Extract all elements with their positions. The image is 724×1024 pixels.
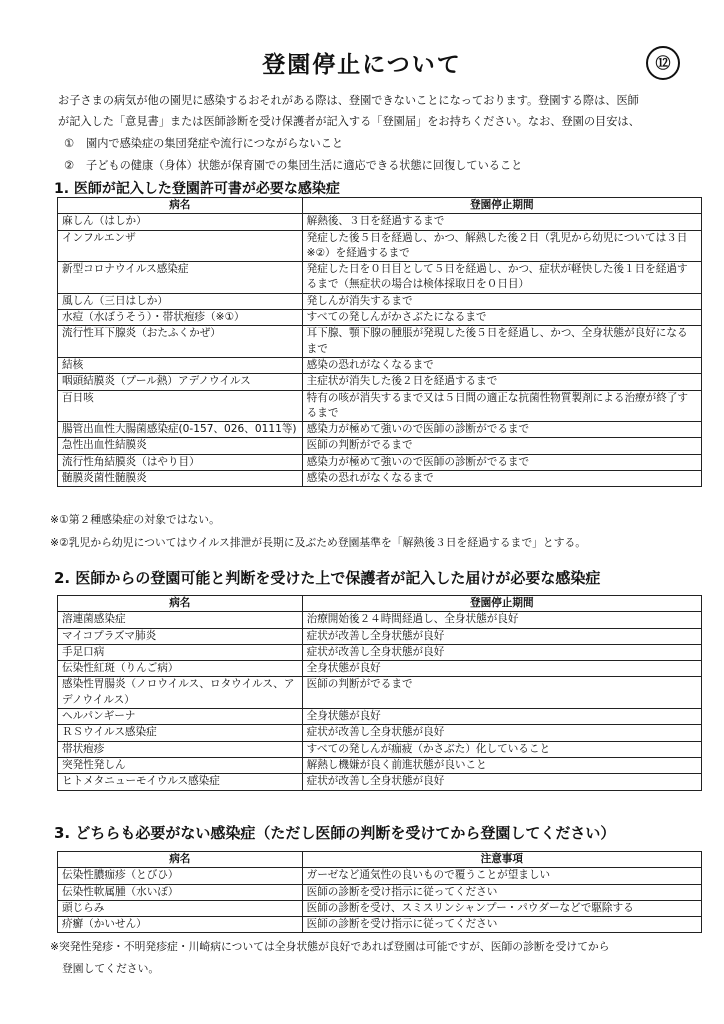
table-row — [58, 709, 702, 725]
disease-name: 水痘（水ぼうそう）・帯状疱疹（※①） — [58, 310, 303, 326]
section-1-heading: 1. 医師が記入した登園許可書が必要な感染症 — [54, 181, 340, 197]
table-row — [58, 661, 702, 677]
disease-name: 伝染性紅斑（りんご病） — [58, 661, 303, 677]
suspension-period: 症状が改善し全身状態が良好 — [302, 644, 701, 660]
disease-name: 結核 — [58, 357, 303, 373]
precaution-note: ガーゼなど通気性の良いもので覆うことが望ましい — [302, 868, 701, 884]
suspension-period: 全身状態が良好 — [302, 709, 701, 725]
footnote: 登園してください。 — [62, 962, 160, 975]
precaution-note: 医師の診断を受け、スミスリンシャンプー・パウダーなどで駆除する — [302, 900, 701, 916]
table-row — [58, 374, 702, 390]
suspension-period: 症状が改善し全身状態が良好 — [302, 774, 701, 790]
suspension-period: 症状が改善し全身状態が良好 — [302, 725, 701, 741]
disease-name: マイコプラズマ肺炎 — [58, 628, 303, 644]
footnote: ※①第２種感染症の対象ではない。 — [50, 513, 220, 526]
disease-name: 溶連菌感染症 — [58, 612, 303, 628]
disease-name: ヒトメタニューモイウルス感染症 — [58, 774, 303, 790]
condition-number: ① — [64, 137, 75, 150]
suspension-period: 全身状態が良好 — [302, 661, 701, 677]
column-header: 登園停止期間 — [302, 596, 701, 612]
table-row — [58, 917, 702, 933]
disease-name: 帯状疱疹 — [58, 741, 303, 757]
suspension-period: 感染力が極めて強いので医師の診断がでるまで — [302, 454, 701, 470]
suspension-period: 感染の恐れがなくなるまで — [302, 471, 701, 487]
suspension-period: 解熱し機嫌が良く前進状態が良いこと — [302, 757, 701, 773]
footnote: ※突発性発疹・不明発疹症・川崎病については全身状態が良好であれば登園は可能ですが、医師の診断を受けてから — [50, 940, 610, 953]
intro-line: が記入した「意見書」または医師診断を受け保護者が記入する「登園届」をお持ちください。なお、登園の目安は、 — [58, 115, 640, 128]
disease-name: 感染性胃腸炎（ノロウイルス、ロタウイルス、アデノウイルス） — [58, 677, 303, 709]
table-row — [58, 310, 702, 326]
table-row — [58, 262, 702, 294]
column-header: 病名 — [58, 852, 303, 868]
column-header: 登園停止期間 — [302, 198, 701, 214]
table-row — [58, 454, 702, 470]
disease-name: 咽頭結膜炎（プール熱）アデノウイルス — [58, 374, 303, 390]
table-row — [58, 471, 702, 487]
suspension-period: 感染の恐れがなくなるまで — [302, 357, 701, 373]
disease-name: 手足口病 — [58, 644, 303, 660]
section-3-table — [57, 851, 702, 933]
suspension-period: 発しんが消失するまで — [302, 293, 701, 309]
intro-line: お子さまの病気が他の園児に感染するおそれがある際は、登園できないことになっております。登園する際は、医師 — [58, 94, 639, 107]
disease-name: 麻しん（はしか） — [58, 214, 303, 230]
table-row — [58, 774, 702, 790]
page-title: 登園停止について — [262, 52, 462, 78]
suspension-period: すべての発しんがかさぶたになるまで — [302, 310, 701, 326]
disease-name: 疥癬（かいせん） — [58, 917, 303, 933]
table-row — [58, 900, 702, 916]
disease-name: 急性出血性結膜炎 — [58, 438, 303, 454]
column-header: 注意事項 — [302, 852, 701, 868]
footnote: ※②乳児から幼児についてはウイルス排泄が長期に及ぶため登園基準を「解熱後３日を経過するまで」とする。 — [50, 536, 587, 549]
disease-name: 伝染性膿痂疹（とびひ） — [58, 868, 303, 884]
table-row — [58, 677, 702, 709]
suspension-period: 発症した後５日を経過し、かつ、解熱した後２日（乳児から幼児については３日※②）を経過するまで — [302, 230, 701, 262]
table-row — [58, 230, 702, 262]
precaution-note: 医師の診断を受け指示に従ってください — [302, 884, 701, 900]
section-3-heading: 3. どちらも必要がない感染症（ただし医師の判断を受けてから登園してください） — [54, 824, 616, 842]
suspension-period: 感染力が極めて強いので医師の診断がでるまで — [302, 422, 701, 438]
table-row — [58, 612, 702, 628]
condition-text: 園内で感染症の集団発症や流行につながらないこと — [86, 137, 344, 150]
table-row — [58, 868, 702, 884]
page-number-badge: ⑫ — [646, 46, 680, 80]
condition-number: ② — [64, 159, 75, 172]
disease-name: 風しん（三日はしか） — [58, 293, 303, 309]
section-1-table — [57, 197, 702, 487]
disease-name: 腸管出血性大腸菌感染症(0-157、026、0111等) — [58, 422, 303, 438]
table-row — [58, 326, 702, 358]
suspension-period: 医師の判断がでるまで — [302, 438, 701, 454]
column-header: 病名 — [58, 596, 303, 612]
suspension-period: 治療開始後２４時間経過し、全身状態が良好 — [302, 612, 701, 628]
suspension-period: 発症した日を０日目として５日を経過し、かつ、症状が軽快した後１日を経過するまで（無症状の場合は検体採取日を０日目） — [302, 262, 701, 294]
disease-name: 伝染性軟属腫（水いぼ） — [58, 884, 303, 900]
disease-name: 髄膜炎菌性髄膜炎 — [58, 471, 303, 487]
disease-name: 新型コロナウイルス感染症 — [58, 262, 303, 294]
disease-name: 頭じらみ — [58, 900, 303, 916]
section-2-table — [57, 595, 702, 791]
table-row — [58, 214, 702, 230]
suspension-period: 特有の咳が消失するまで又は５日間の適正な抗菌性物質製剤による治療が終了するまで — [302, 390, 701, 422]
table-row — [58, 628, 702, 644]
suspension-period: 症状が改善し全身状態が良好 — [302, 628, 701, 644]
precaution-note: 医師の診断を受け指示に従ってください — [302, 917, 701, 933]
disease-name: 突発性発しん — [58, 757, 303, 773]
table-row — [58, 644, 702, 660]
disease-name: 百日咳 — [58, 390, 303, 422]
condition-item — [64, 157, 522, 173]
section-2-heading: 2. 医師からの登園可能と判断を受けた上で保護者が記入した届けが必要な感染症 — [54, 569, 601, 587]
table-row — [58, 884, 702, 900]
disease-name: インフルエンザ — [58, 230, 303, 262]
table-row — [58, 757, 702, 773]
condition-text: 子どもの健康（身体）状態が保育園での集団生活に適応できる状態に回復していること — [86, 159, 523, 172]
suspension-period: 耳下腺、顎下腺の腫脹が発現した後５日を経過し、かつ、全身状態が良好になるまで — [302, 326, 701, 358]
suspension-period: 医師の判断がでるまで — [302, 677, 701, 709]
disease-name: ＲＳウイルス感染症 — [58, 725, 303, 741]
column-header: 病名 — [58, 198, 303, 214]
disease-name: 流行性耳下腺炎（おたふくかぜ） — [58, 326, 303, 358]
suspension-period: 解熱後、３日を経過するまで — [302, 214, 701, 230]
table-row — [58, 438, 702, 454]
table-row — [58, 725, 702, 741]
suspension-period: 主症状が消失した後２日を経過するまで — [302, 374, 701, 390]
table-row — [58, 357, 702, 373]
suspension-period: すべての発しんが痂疲（かさぶた）化していること — [302, 741, 701, 757]
disease-name: 流行性角結膜炎（はやり目） — [58, 454, 303, 470]
table-row — [58, 422, 702, 438]
disease-name: ヘルパンギーナ — [58, 709, 303, 725]
table-row — [58, 293, 702, 309]
table-row — [58, 390, 702, 422]
condition-item — [64, 135, 343, 151]
table-row — [58, 741, 702, 757]
